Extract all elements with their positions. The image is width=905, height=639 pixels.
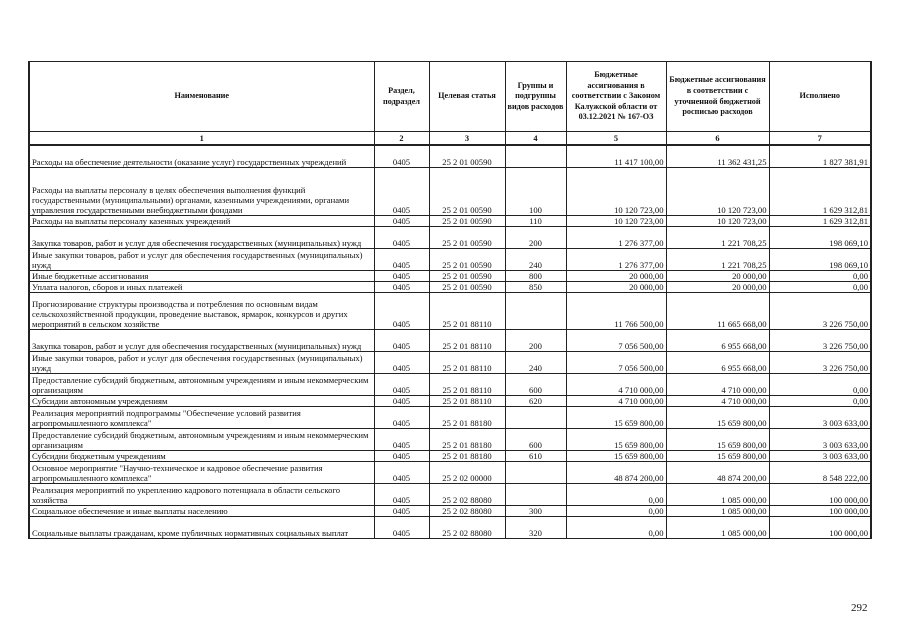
row-executed: 3 003 633,00: [769, 428, 871, 450]
row-budget-refined: 15 659 800,00: [666, 428, 769, 450]
row-budget-law: 11 417 100,00: [566, 145, 666, 167]
row-budget-refined: 20 000,00: [666, 270, 769, 281]
row-section: 0405: [374, 145, 429, 167]
row-name: Иные бюджетные ассигнования: [29, 270, 374, 281]
row-budget-refined: 20 000,00: [666, 281, 769, 292]
table-row: [29, 483, 871, 505]
row-executed: 0,00: [769, 395, 871, 406]
row-expense-group: [505, 145, 566, 167]
row-budget-law: 0,00: [566, 483, 666, 505]
table-row: [29, 145, 871, 167]
row-section: 0405: [374, 226, 429, 248]
row-section: 0405: [374, 281, 429, 292]
table-row: [29, 351, 871, 373]
row-section: 0405: [374, 373, 429, 395]
column-number: 2: [374, 132, 429, 146]
table-row: [29, 215, 871, 226]
row-section: 0405: [374, 351, 429, 373]
row-expense-group: 600: [505, 373, 566, 395]
row-name: Предоставление субсидий бюджетным, автономным учреждениям и иным некоммерческим организациям: [29, 373, 374, 395]
row-section: 0405: [374, 248, 429, 270]
row-name: Расходы на обеспечение деятельности (оказание услуг) государственных учреждений: [29, 145, 374, 167]
row-executed: 1 629 312,81: [769, 215, 871, 226]
row-executed: 100 000,00: [769, 483, 871, 505]
row-target-article: 25 2 01 00590: [429, 248, 505, 270]
row-name: Расходы на выплаты персоналу в целях обеспечения выполнения функций государственными (муниципальными) органами, казенными учреждениями, органами управления государственными внебюджетными фондами: [29, 167, 374, 215]
row-section: 0405: [374, 428, 429, 450]
row-budget-law: 15 659 800,00: [566, 406, 666, 428]
row-target-article: 25 2 01 00590: [429, 226, 505, 248]
row-section: 0405: [374, 395, 429, 406]
table-row: [29, 516, 871, 538]
table-row: [29, 226, 871, 248]
table-row: [29, 505, 871, 516]
row-name: Расходы на выплаты персоналу казенных учреждений: [29, 215, 374, 226]
page-number: 292: [851, 602, 868, 614]
row-budget-law: 15 659 800,00: [566, 428, 666, 450]
row-budget-refined: 1 085 000,00: [666, 505, 769, 516]
row-name: Иные закупки товаров, работ и услуг для обеспечения государственных (муниципальных) нужд: [29, 351, 374, 373]
row-target-article: 25 2 01 88110: [429, 395, 505, 406]
table-row: [29, 428, 871, 450]
row-name: Основное мероприятие "Научно-техническое и кадровое обеспечение развития агропромышленного комплекса": [29, 461, 374, 483]
table-row: [29, 395, 871, 406]
row-name: Реализация мероприятий подпрограммы "Обеспечение условий развития агропромышленного комплекса": [29, 406, 374, 428]
row-name: Социальные выплаты гражданам, кроме публичных нормативных социальных выплат: [29, 516, 374, 538]
row-executed: 8 548 222,00: [769, 461, 871, 483]
row-budget-refined: 4 710 000,00: [666, 373, 769, 395]
row-target-article: 25 2 01 00590: [429, 270, 505, 281]
row-budget-refined: 15 659 800,00: [666, 406, 769, 428]
row-executed: 3 003 633,00: [769, 406, 871, 428]
row-executed: 3 226 750,00: [769, 329, 871, 351]
row-executed: 3 003 633,00: [769, 450, 871, 461]
header-expense-groups: Группы и подгруппы видов расходов: [505, 62, 566, 132]
row-budget-refined: 10 120 723,00: [666, 167, 769, 215]
row-name: Закупка товаров, работ и услуг для обеспечения государственных (муниципальных) нужд: [29, 329, 374, 351]
row-expense-group: 240: [505, 248, 566, 270]
row-target-article: 25 2 01 88110: [429, 373, 505, 395]
row-section: 0405: [374, 215, 429, 226]
row-section: 0405: [374, 406, 429, 428]
row-budget-law: 20 000,00: [566, 281, 666, 292]
row-budget-refined: 6 955 668,00: [666, 329, 769, 351]
row-budget-law: 0,00: [566, 516, 666, 538]
row-target-article: 25 2 01 00590: [429, 215, 505, 226]
header-row: [29, 62, 871, 132]
row-name: Прогнозирование структуры производства и потребления по основным видам сельскохозяйственной продукции, проведение выставок, ярмарок, конкурсов и других мероприятий в сельском хозяйстве: [29, 292, 374, 329]
row-budget-law: 10 120 723,00: [566, 215, 666, 226]
table-row: [29, 248, 871, 270]
column-number: 7: [769, 132, 871, 146]
row-budget-refined: 6 955 668,00: [666, 351, 769, 373]
row-budget-law: 48 874 200,00: [566, 461, 666, 483]
table-row: [29, 373, 871, 395]
budget-table: [28, 61, 872, 539]
row-budget-law: 0,00: [566, 505, 666, 516]
row-section: 0405: [374, 292, 429, 329]
row-expense-group: 240: [505, 351, 566, 373]
row-name: Предоставление субсидий бюджетным, автономным учреждениям и иным некоммерческим организациям: [29, 428, 374, 450]
row-executed: 0,00: [769, 373, 871, 395]
row-section: 0405: [374, 167, 429, 215]
row-target-article: 25 2 01 88180: [429, 428, 505, 450]
row-section: 0405: [374, 329, 429, 351]
row-expense-group: 110: [505, 215, 566, 226]
column-number: 4: [505, 132, 566, 146]
table-row: [29, 292, 871, 329]
row-budget-refined: 1 221 708,25: [666, 248, 769, 270]
table-row: [29, 461, 871, 483]
row-budget-refined: 1 085 000,00: [666, 516, 769, 538]
row-expense-group: [505, 461, 566, 483]
row-expense-group: 600: [505, 428, 566, 450]
row-executed: 3 226 750,00: [769, 292, 871, 329]
table-row: [29, 450, 871, 461]
column-number: 6: [666, 132, 769, 146]
header-budget-refined: Бюджетные ассигнования в соответствии с уточненной бюджетной росписью расходов: [666, 62, 769, 132]
row-executed: 100 000,00: [769, 505, 871, 516]
row-name: Социальное обеспечение и иные выплаты населению: [29, 505, 374, 516]
row-budget-law: 20 000,00: [566, 270, 666, 281]
row-budget-law: 1 276 377,00: [566, 226, 666, 248]
row-expense-group: 620: [505, 395, 566, 406]
row-section: 0405: [374, 516, 429, 538]
row-target-article: 25 2 01 88180: [429, 450, 505, 461]
row-executed: 1 827 381,91: [769, 145, 871, 167]
row-budget-law: 11 766 500,00: [566, 292, 666, 329]
row-expense-group: 800: [505, 270, 566, 281]
row-name: Субсидии бюджетным учреждениям: [29, 450, 374, 461]
row-expense-group: 320: [505, 516, 566, 538]
row-section: 0405: [374, 483, 429, 505]
row-target-article: 25 2 01 00590: [429, 145, 505, 167]
row-budget-law: 4 710 000,00: [566, 373, 666, 395]
header-budget-law: Бюджетные ассигнования в соответствии с Законом Калужской области от 03.12.2021 № 167-ОЗ: [566, 62, 666, 132]
row-budget-law: 10 120 723,00: [566, 167, 666, 215]
row-name: Иные закупки товаров, работ и услуг для обеспечения государственных (муниципальных) нужд: [29, 248, 374, 270]
row-name: Субсидии автономным учреждениям: [29, 395, 374, 406]
row-name: Реализация мероприятий по укреплению кадрового потенциала в области сельского хозяйства: [29, 483, 374, 505]
header-executed: Исполнено: [769, 62, 871, 132]
row-section: 0405: [374, 461, 429, 483]
row-executed: 198 069,10: [769, 248, 871, 270]
table-row: [29, 167, 871, 215]
row-target-article: 25 2 01 88110: [429, 292, 505, 329]
row-target-article: 25 2 01 00590: [429, 281, 505, 292]
row-executed: 3 226 750,00: [769, 351, 871, 373]
row-expense-group: [505, 406, 566, 428]
row-budget-refined: 48 874 200,00: [666, 461, 769, 483]
column-number: 1: [29, 132, 374, 146]
row-budget-law: 4 710 000,00: [566, 395, 666, 406]
row-expense-group: 200: [505, 329, 566, 351]
header-target-article: Целевая статья: [429, 62, 505, 132]
row-expense-group: 610: [505, 450, 566, 461]
header-section: Раздел, подраздел: [374, 62, 429, 132]
row-executed: 0,00: [769, 281, 871, 292]
table-row: [29, 406, 871, 428]
row-executed: 100 000,00: [769, 516, 871, 538]
header-name: Наименование: [29, 62, 374, 132]
row-target-article: 25 2 01 88110: [429, 351, 505, 373]
row-budget-refined: 15 659 800,00: [666, 450, 769, 461]
row-expense-group: [505, 292, 566, 329]
row-target-article: 25 2 02 88080: [429, 483, 505, 505]
row-section: 0405: [374, 505, 429, 516]
row-budget-refined: 10 120 723,00: [666, 215, 769, 226]
row-expense-group: 100: [505, 167, 566, 215]
row-target-article: 25 2 01 88180: [429, 406, 505, 428]
table-row: [29, 329, 871, 351]
column-number-row: [29, 132, 871, 146]
row-target-article: 25 2 01 88110: [429, 329, 505, 351]
row-target-article: 25 2 02 00000: [429, 461, 505, 483]
row-executed: 198 069,10: [769, 226, 871, 248]
row-expense-group: [505, 483, 566, 505]
table-row: [29, 270, 871, 281]
row-section: 0405: [374, 270, 429, 281]
row-budget-refined: 1 221 708,25: [666, 226, 769, 248]
row-expense-group: 850: [505, 281, 566, 292]
table-row: [29, 281, 871, 292]
row-section: 0405: [374, 450, 429, 461]
row-budget-refined: 11 362 431,25: [666, 145, 769, 167]
row-budget-refined: 4 710 000,00: [666, 395, 769, 406]
column-number: 5: [566, 132, 666, 146]
row-name: Закупка товаров, работ и услуг для обеспечения государственных (муниципальных) нужд: [29, 226, 374, 248]
row-target-article: 25 2 02 88080: [429, 505, 505, 516]
row-expense-group: 300: [505, 505, 566, 516]
row-budget-law: 7 056 500,00: [566, 329, 666, 351]
row-target-article: 25 2 01 00590: [429, 167, 505, 215]
row-name: Уплата налогов, сборов и иных платежей: [29, 281, 374, 292]
row-budget-law: 7 056 500,00: [566, 351, 666, 373]
row-expense-group: 200: [505, 226, 566, 248]
row-budget-refined: 11 665 668,00: [666, 292, 769, 329]
column-number: 3: [429, 132, 505, 146]
row-executed: 0,00: [769, 270, 871, 281]
row-target-article: 25 2 02 88080: [429, 516, 505, 538]
row-executed: 1 629 312,81: [769, 167, 871, 215]
table-body: [29, 145, 871, 538]
row-budget-refined: 1 085 000,00: [666, 483, 769, 505]
row-budget-law: 15 659 800,00: [566, 450, 666, 461]
row-budget-law: 1 276 377,00: [566, 248, 666, 270]
